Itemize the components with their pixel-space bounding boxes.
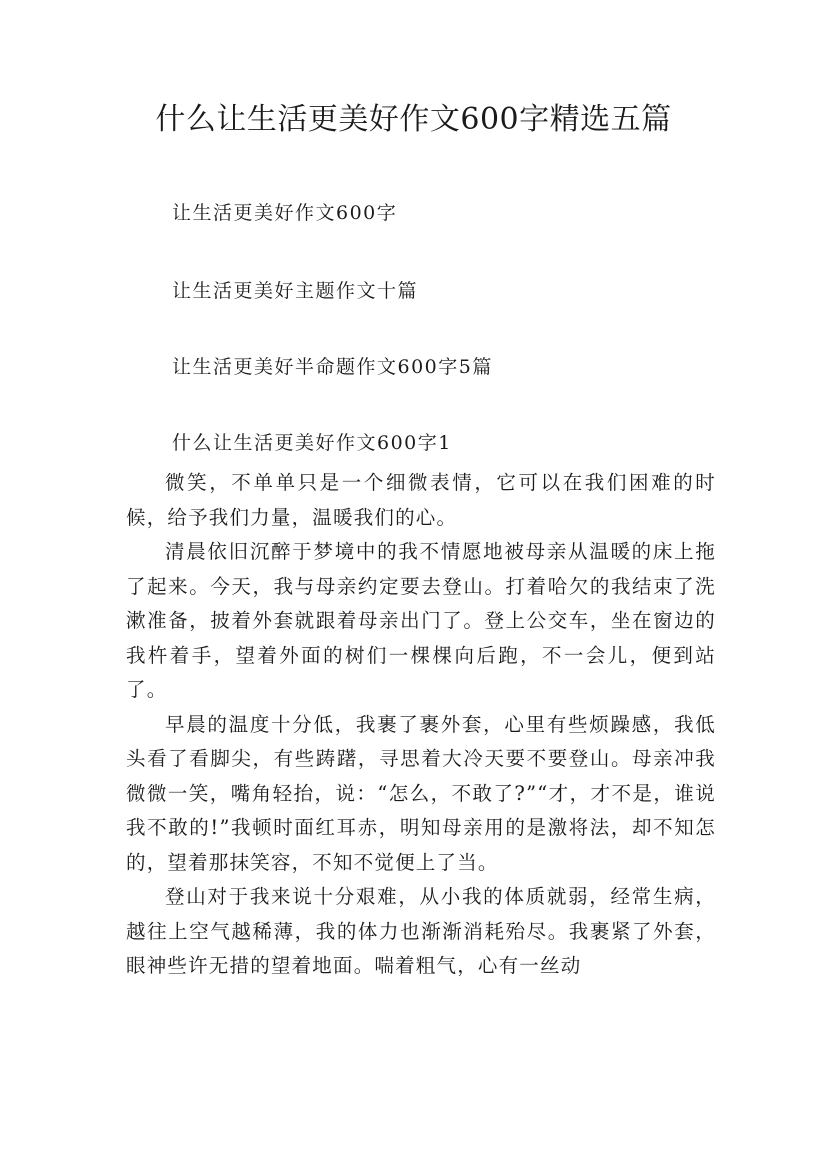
essay-paragraph: 早晨的温度十分低，我裹了裹外套，心里有些烦躁感，我低头看了看脚尖，有些踌躇，寻思着大冷天要不要登山。母亲冲我微微一笑，嘴角轻抬，说：“怎么，不敢了?”“才，才不是，谁说我不敢的!”我顿时面红耳赤，明知母亲用的是激将法，却不知怎的，望着那抹笑容，不知不觉便上了当。 (126, 712, 716, 874)
essay-heading: 什么让生活更美好作文600字1 (172, 432, 452, 454)
essay-paragraph: 清晨依旧沉醉于梦境中的我不情愿地被母亲从温暖的床上拖了起来。今天，我与母亲约定要去登山。打着哈欠的我结束了洗漱准备，披着外套就跟着母亲出门了。登上公交车，坐在窗边的我杵着手，望着外面的树们一棵棵向后跑，不一会儿，便到站了。 (126, 540, 716, 701)
related-article-link[interactable]: 让生活更美好作文600字 (172, 202, 398, 224)
essay-paragraph: 登山对于我来说十分艰难，从小我的体质就弱，经常生病，越往上空气越稀薄，我的体力也渐渐消耗殆尽。我裹紧了外套，眼神些许无措的望着地面。喘着粗气，心有一丝动 (126, 885, 716, 977)
essay-paragraph: 微笑，不单单只是一个细微表情，它可以在我们困难的时候，给予我们力量，温暖我们的心。 (126, 471, 716, 529)
essay-body (126, 466, 716, 984)
page-title: 什么让生活更美好作文600字精选五篇 (155, 102, 672, 137)
related-article-link[interactable]: 让生活更美好半命题作文600字5篇 (172, 356, 493, 378)
related-article-link[interactable]: 让生活更美好主题作文十篇 (172, 280, 419, 302)
